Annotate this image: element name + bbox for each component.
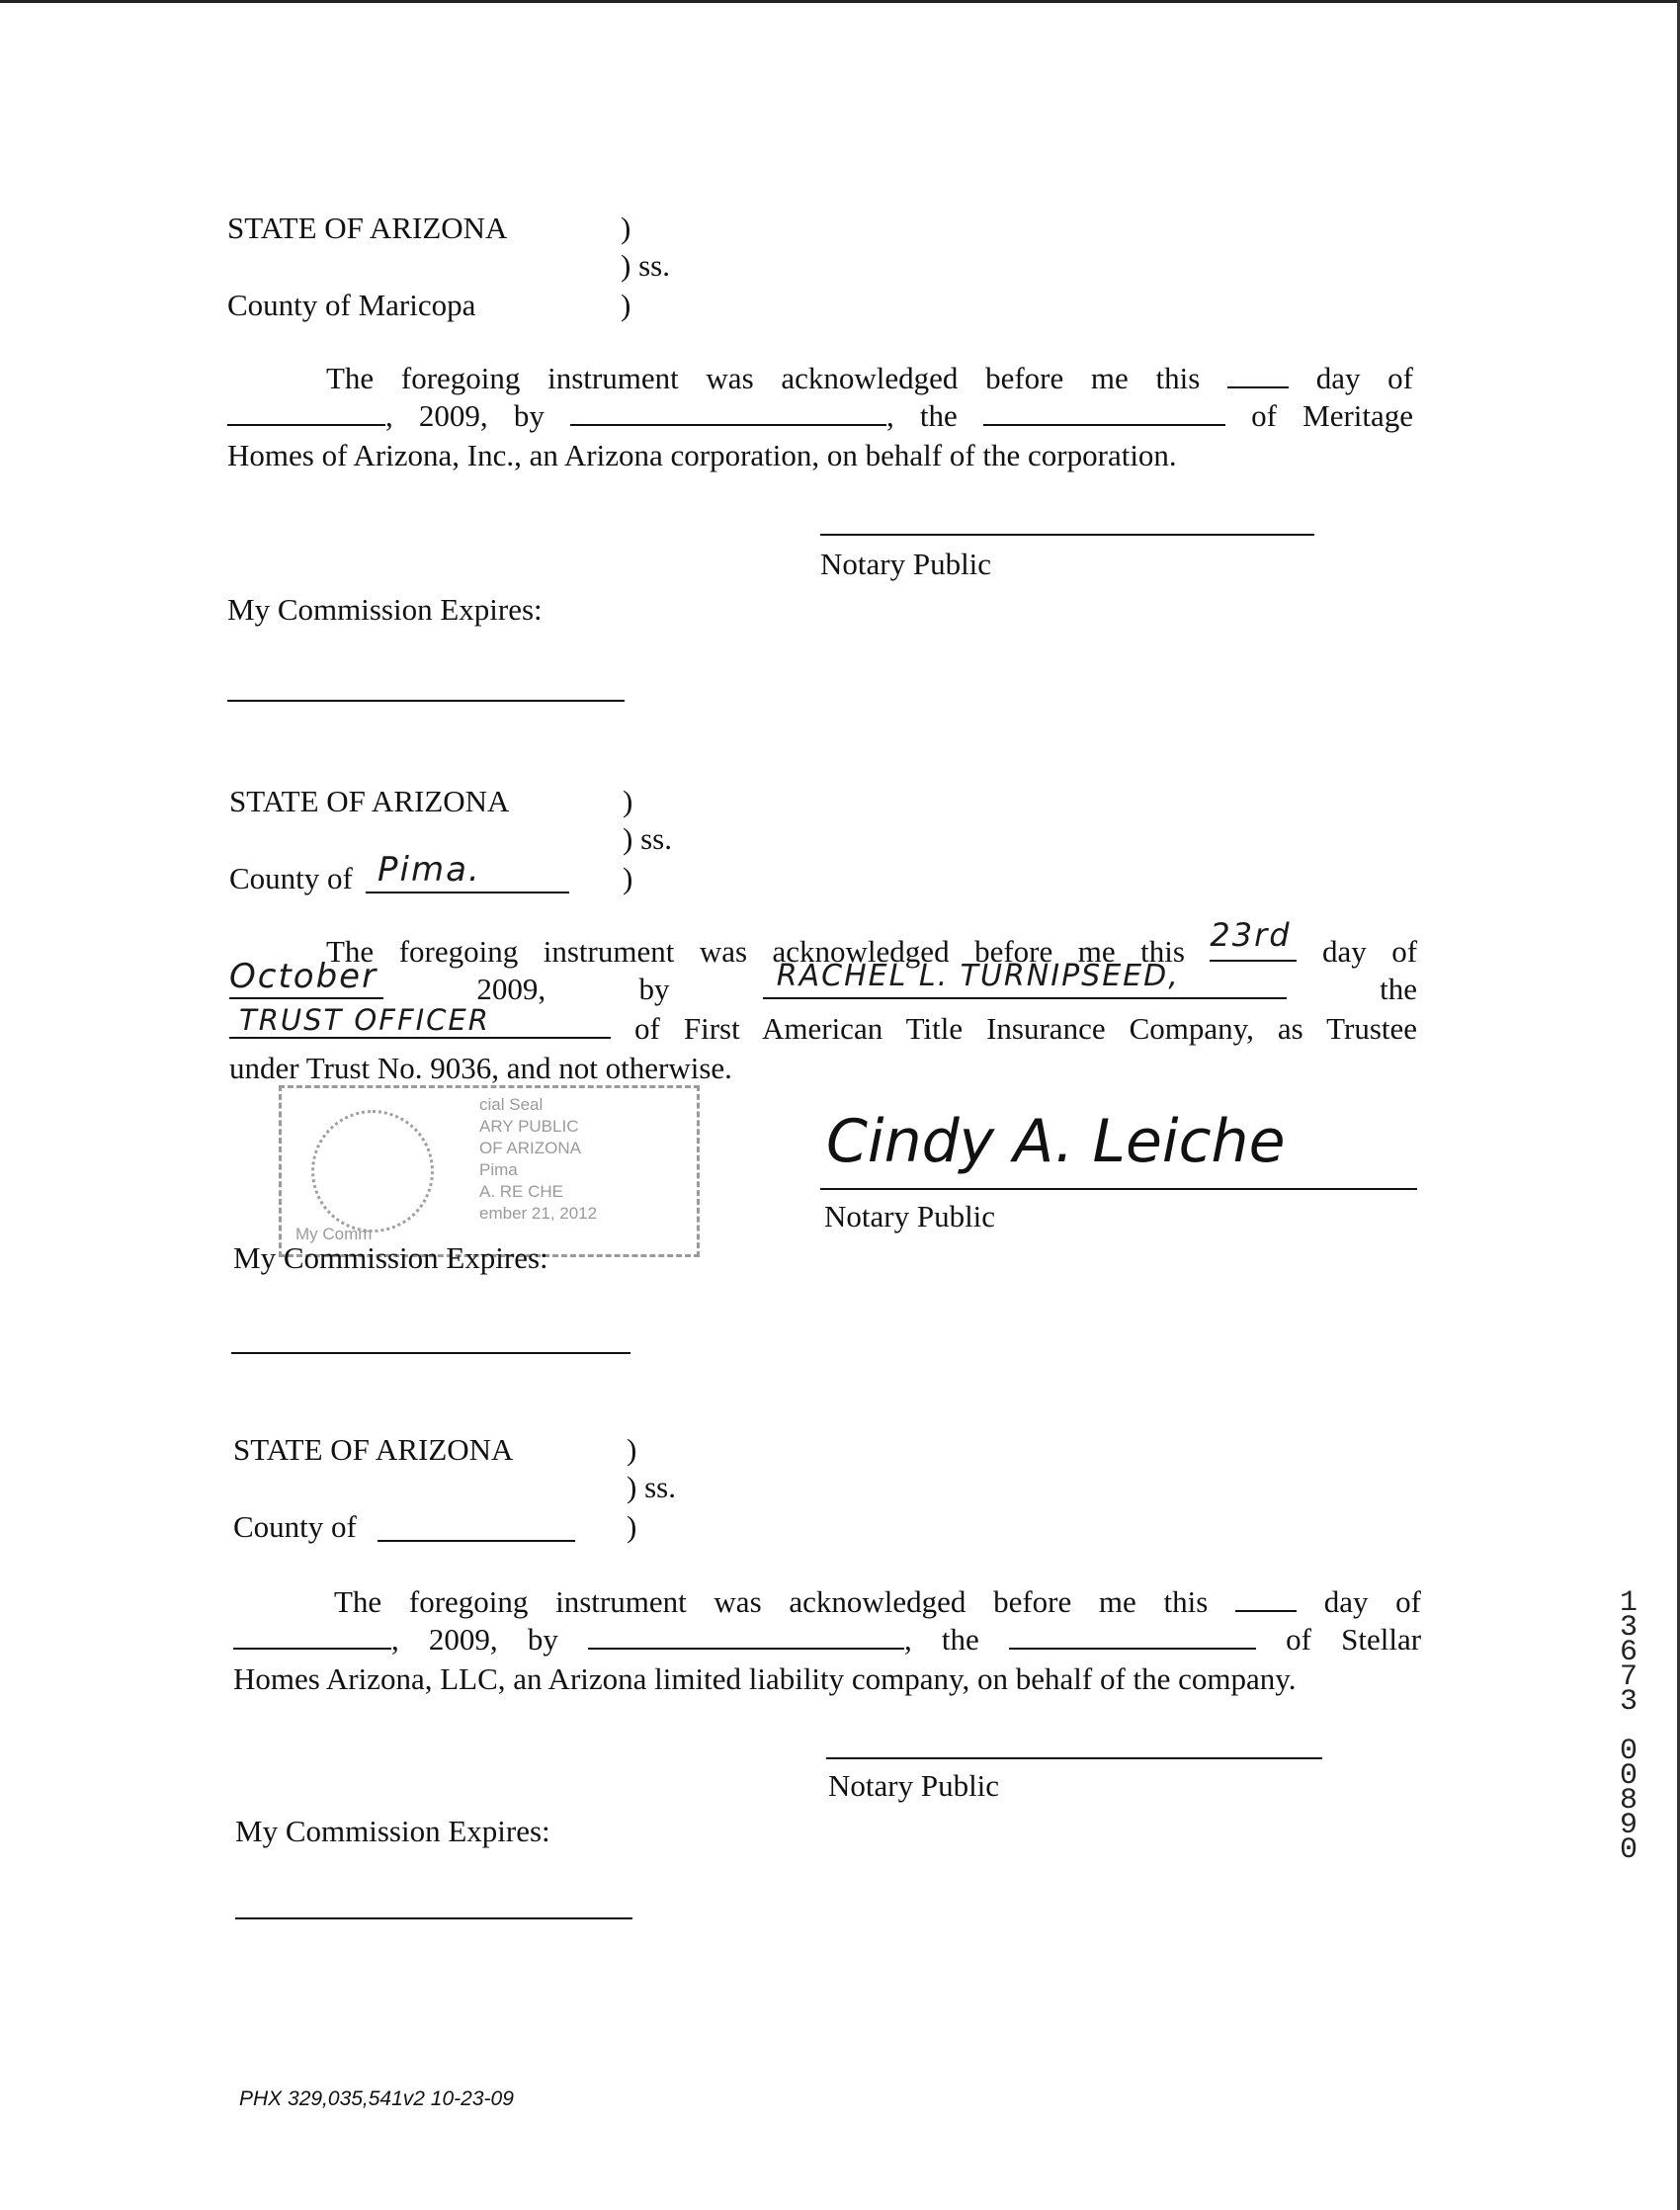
notary-seal-stamp: cial Seal ARY PUBLIC OF ARIZONA Pima A. RE CHE ember 21, 2012 My Comm xyxy=(279,1085,700,1257)
acknowledgment-line-1: The foregoing instrument was acknowledged before me this day of xyxy=(326,361,1413,395)
county-handwritten: Pima. xyxy=(378,850,481,890)
acknowledgment-line-3: TRUST OFFICER of First American Title Insurance Company, as Trustee xyxy=(229,1010,1417,1048)
title-field[interactable] xyxy=(229,1003,611,1039)
acknowledgment-line-4: under Trust No. 9036, and not otherwise. xyxy=(229,1051,732,1085)
recording-number-stamp: 1 3 6 7 3 0 0 8 9 0 xyxy=(1619,1586,1638,1867)
notary-public-label: Notary Public xyxy=(824,1199,996,1233)
name-field[interactable] xyxy=(763,959,1287,999)
acknowledgment-line-3: Homes Arizona, LLC, an Arizona limited liability company, on behalf of the company. xyxy=(233,1661,1297,1696)
paren: ) xyxy=(627,1509,637,1544)
state-heading: STATE OF ARIZONA xyxy=(233,1432,514,1467)
commission-expires-line[interactable] xyxy=(235,1917,632,1919)
name-blank[interactable] xyxy=(588,1622,904,1650)
commission-expires-label: My Commission Expires: xyxy=(227,592,543,627)
ss-marker: ) ss. xyxy=(627,1470,676,1504)
acknowledgment-line-2: , 2009, by , the of Meritage xyxy=(227,397,1413,435)
paren: ) xyxy=(621,288,631,322)
notary-public-label: Notary Public xyxy=(828,1768,1000,1803)
month-blank[interactable] xyxy=(233,1622,391,1650)
notary-signature-line[interactable] xyxy=(820,1188,1417,1190)
month-handwritten: October xyxy=(229,957,378,996)
county-label: County of xyxy=(233,1509,357,1544)
state-heading: STATE OF ARIZONA xyxy=(229,784,510,818)
paren: ) xyxy=(623,861,633,895)
ss-marker: ) ss. xyxy=(621,248,670,283)
title-handwritten: TRUST OFFICER xyxy=(239,1003,490,1037)
commission-expires-line[interactable] xyxy=(231,1352,630,1354)
notary-public-label: Notary Public xyxy=(820,547,992,581)
seal-text: cial Seal ARY PUBLIC OF ARIZONA Pima A. RE CHE ember 21, 2012 xyxy=(479,1095,598,1223)
commission-expires-label: My Commission Expires: xyxy=(235,1814,550,1848)
state-heading: STATE OF ARIZONA xyxy=(227,211,508,245)
commission-expires-line[interactable] xyxy=(227,700,625,702)
county-blank[interactable] xyxy=(378,1540,575,1542)
day-blank[interactable] xyxy=(1235,1584,1297,1612)
day-field[interactable] xyxy=(1210,916,1297,962)
county-label: County of Maricopa xyxy=(227,288,476,322)
month-field[interactable] xyxy=(229,957,383,999)
page-top-edge xyxy=(0,0,1680,3)
document-footer-id: PHX 329,035,541v2 10-23-09 xyxy=(239,2087,514,2110)
name-blank[interactable] xyxy=(570,398,886,426)
notary-signature-line[interactable] xyxy=(820,534,1314,536)
acknowledgment-line-3: Homes of Arizona, Inc., an Arizona corporation, on behalf of the corporation. xyxy=(227,438,1177,472)
paren: ) xyxy=(627,1432,637,1467)
acknowledgment-line-1: The foregoing instrument was acknowledged before me this day of xyxy=(334,1584,1421,1619)
title-blank[interactable] xyxy=(1009,1622,1256,1650)
day-blank[interactable] xyxy=(1227,361,1289,388)
paren: ) xyxy=(621,211,631,245)
county-label: County of xyxy=(229,861,353,895)
acknowledgment-line-2: , 2009, by , the of Stellar xyxy=(233,1621,1421,1658)
acknowledgment-line-2: October 2009, by RACHEL L. TURNIPSEED, the xyxy=(229,957,1417,1006)
notary-signature-line[interactable] xyxy=(826,1757,1322,1759)
month-blank[interactable] xyxy=(227,398,385,426)
name-handwritten: RACHEL L. TURNIPSEED, xyxy=(776,959,1180,993)
acknowledgment-line-1: The foregoing instrument was acknowledged before me this 23rd day of xyxy=(326,916,1418,969)
title-blank[interactable] xyxy=(983,398,1225,426)
commission-expires-label: My Commission Expires: xyxy=(233,1240,548,1275)
county-field[interactable] xyxy=(366,852,569,893)
ss-marker: ) ss. xyxy=(623,821,672,856)
paren: ) xyxy=(623,784,633,818)
notary-signature: Cindy A. Leiche xyxy=(826,1107,1286,1176)
state-seal-icon xyxy=(311,1110,434,1232)
day-handwritten: 23rd xyxy=(1210,916,1292,954)
